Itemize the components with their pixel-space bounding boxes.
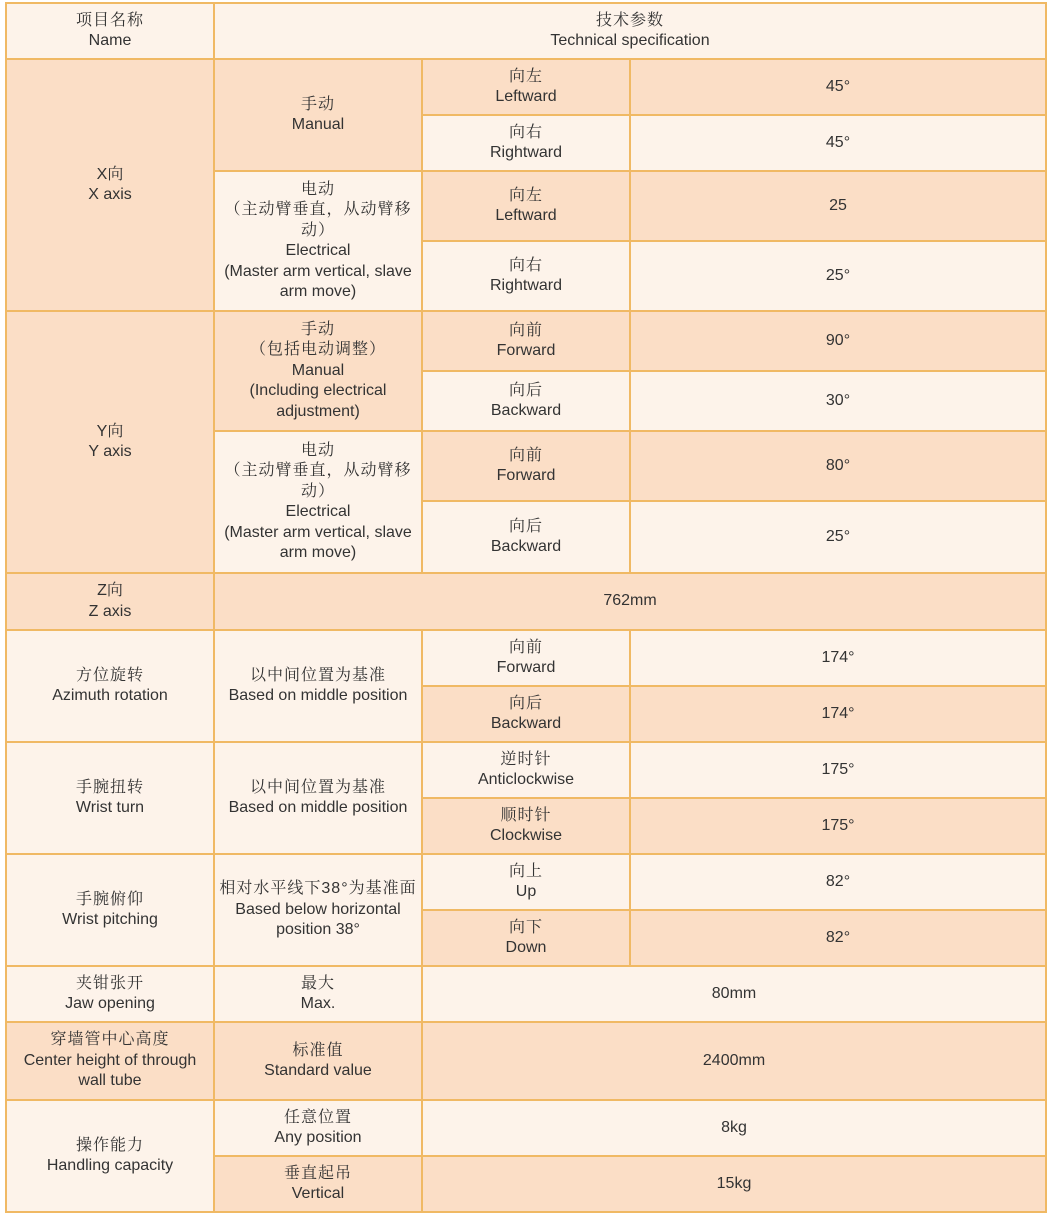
y-electrical-zh: 电动	[300, 441, 335, 459]
direction-zh: 向后	[508, 694, 543, 712]
handling-vertical-cell	[214, 1156, 422, 1212]
z-axis-value: 762mm	[214, 573, 1046, 630]
direction-en: Leftward	[495, 207, 557, 224]
x-electrical-left-cell	[422, 171, 630, 241]
direction-zh: 向右	[508, 123, 543, 141]
handling-vertical-zh: 垂直起吊	[283, 1164, 352, 1182]
direction-zh: 向左	[508, 186, 543, 204]
wrist-pitching-down-value: 82°	[630, 910, 1046, 966]
y-axis-name-cell	[6, 311, 214, 573]
x-manual-en: Manual	[291, 116, 345, 133]
wrist-pitching-name-cell	[6, 854, 214, 966]
wrist-turn-basis-cell	[214, 742, 422, 854]
x-manual-left-value: 45°	[630, 59, 1046, 115]
y-manual-forward-cell	[422, 311, 630, 371]
wrist-turn-en: Wrist turn	[75, 799, 145, 816]
wrist-pitching-basis-zh: 相对水平线下38°为基准面	[219, 880, 417, 898]
direction-en: Forward	[496, 659, 556, 676]
spec-table	[5, 2, 1047, 1213]
direction-en: Rightward	[489, 277, 563, 294]
jaw-opening-value: 80mm	[422, 966, 1046, 1022]
wrist-turn-clockwise-cell	[422, 798, 630, 854]
y-electrical-backward-value: 25°	[630, 501, 1046, 573]
header-spec-cell	[214, 3, 1046, 59]
handling-vertical-value: 15kg	[422, 1156, 1046, 1212]
x-electrical-cell	[214, 171, 422, 311]
table-row	[6, 311, 1046, 371]
direction-en: Up	[515, 883, 537, 900]
wrist-pitching-basis-cell	[214, 854, 422, 966]
y-manual-backward-cell	[422, 371, 630, 431]
direction-en: Forward	[496, 467, 556, 484]
y-manual-forward-value: 90°	[630, 311, 1046, 371]
header-name-cell	[6, 3, 214, 59]
z-axis-zh: Z向	[97, 582, 123, 599]
x-electrical-en: Electrical	[285, 242, 351, 259]
azimuth-basis-en: Based on middle position	[228, 687, 408, 704]
table-row	[6, 59, 1046, 115]
x-manual-right-cell	[422, 115, 630, 171]
header-spec-en: Technical specification	[550, 32, 710, 49]
x-electrical-zh-note: （主动臂垂直，从动臂移动）	[224, 201, 412, 239]
y-manual-backward-value: 30°	[630, 371, 1046, 431]
y-axis-en: Y axis	[88, 443, 132, 460]
jaw-opening-zh: 夹钳张开	[75, 974, 144, 992]
table-row	[6, 1100, 1046, 1156]
direction-zh: 向前	[508, 446, 543, 464]
center-height-zh: 穿墙管中心高度	[50, 1031, 170, 1049]
direction-zh: 顺时针	[500, 806, 552, 824]
header-spec-zh: 技术参数	[596, 11, 665, 29]
direction-en: Forward	[496, 342, 556, 359]
x-electrical-right-cell	[422, 241, 630, 311]
center-height-sub-zh: 标准值	[292, 1041, 344, 1059]
direction-en: Rightward	[489, 144, 563, 161]
y-electrical-backward-cell	[422, 501, 630, 573]
x-manual-cell	[214, 59, 422, 171]
handling-any-cell	[214, 1100, 422, 1156]
y-electrical-cell	[214, 431, 422, 573]
direction-zh: 向前	[508, 321, 543, 339]
jaw-opening-en: Jaw opening	[65, 995, 155, 1012]
y-manual-zh-note: （包括电动调整）	[249, 341, 386, 359]
direction-en: Backward	[490, 538, 562, 555]
header-row	[6, 3, 1046, 59]
y-axis-zh: Y向	[96, 422, 124, 440]
x-electrical-en-note: (Master arm vertical, slave arm move)	[224, 262, 412, 300]
handling-vertical-en: Vertical	[291, 1185, 345, 1202]
y-electrical-en-note: (Master arm vertical, slave arm move)	[224, 523, 412, 561]
x-axis-en: X axis	[88, 186, 132, 203]
y-electrical-en: Electrical	[285, 503, 351, 520]
x-electrical-zh: 电动	[300, 180, 335, 198]
y-manual-cell	[214, 311, 422, 431]
direction-zh: 向前	[508, 638, 543, 656]
azimuth-basis-zh: 以中间位置为基准	[249, 666, 386, 684]
jaw-opening-sub-en: Max.	[300, 995, 336, 1012]
y-manual-en: Manual	[291, 361, 345, 379]
handling-name-cell	[6, 1100, 214, 1212]
x-axis-zh: X向	[96, 165, 124, 183]
direction-en: Down	[505, 939, 547, 956]
handling-any-value: 8kg	[422, 1100, 1046, 1156]
jaw-opening-sub-cell	[214, 966, 422, 1022]
direction-zh: 向下	[508, 918, 543, 936]
direction-zh: 向右	[508, 256, 543, 274]
center-height-sub-cell	[214, 1022, 422, 1100]
table-row	[6, 1022, 1046, 1100]
y-manual-zh: 手动	[300, 320, 335, 338]
table-row	[6, 742, 1046, 798]
handling-zh: 操作能力	[75, 1136, 144, 1154]
center-height-en: Center height of through wall tube	[23, 1051, 197, 1090]
azimuth-zh: 方位旋转	[75, 666, 144, 684]
wrist-turn-clockwise-value: 175°	[630, 798, 1046, 854]
x-electrical-right-value: 25°	[630, 241, 1046, 311]
direction-en: Leftward	[495, 88, 557, 105]
table-row	[6, 630, 1046, 686]
azimuth-en: Azimuth rotation	[52, 687, 168, 704]
azimuth-name-cell	[6, 630, 214, 742]
azimuth-forward-cell	[422, 630, 630, 686]
y-manual-en-note: (Including electrical adjustment)	[249, 382, 387, 420]
wrist-turn-anticlockwise-value: 175°	[630, 742, 1046, 798]
wrist-pitching-up-value: 82°	[630, 854, 1046, 910]
z-axis-name-cell	[6, 573, 214, 630]
wrist-turn-zh: 手腕扭转	[75, 778, 144, 796]
direction-zh: 向左	[508, 67, 543, 85]
direction-zh: 向后	[508, 381, 543, 399]
azimuth-forward-value: 174°	[630, 630, 1046, 686]
direction-en: Backward	[490, 715, 562, 732]
header-name-en: Name	[88, 32, 132, 49]
azimuth-backward-cell	[422, 686, 630, 742]
wrist-pitching-basis-en: Based below horizontal position 38°	[235, 900, 401, 939]
x-manual-right-value: 45°	[630, 115, 1046, 171]
table-row	[6, 854, 1046, 910]
wrist-pitching-zh: 手腕俯仰	[75, 890, 144, 908]
wrist-turn-basis-en: Based on middle position	[228, 799, 408, 816]
x-electrical-left-value: 25	[630, 171, 1046, 241]
wrist-turn-name-cell	[6, 742, 214, 854]
y-electrical-forward-cell	[422, 431, 630, 501]
jaw-opening-sub-zh: 最大	[300, 974, 335, 992]
direction-zh: 向上	[508, 862, 543, 880]
wrist-pitching-en: Wrist pitching	[62, 911, 158, 928]
y-electrical-forward-value: 80°	[630, 431, 1046, 501]
direction-en: Clockwise	[489, 827, 562, 844]
table-row	[6, 573, 1046, 630]
direction-zh: 向后	[508, 517, 543, 535]
header-name-zh: 项目名称	[75, 11, 144, 29]
center-height-name-cell	[6, 1022, 214, 1100]
table-row	[6, 966, 1046, 1022]
direction-en: Anticlockwise	[477, 771, 575, 788]
x-manual-left-cell	[422, 59, 630, 115]
center-height-value: 2400mm	[422, 1022, 1046, 1100]
azimuth-basis-cell	[214, 630, 422, 742]
wrist-pitching-down-cell	[422, 910, 630, 966]
handling-any-en: Any position	[274, 1129, 362, 1146]
wrist-turn-basis-zh: 以中间位置为基准	[249, 778, 386, 796]
handling-en: Handling capacity	[46, 1157, 174, 1174]
direction-en: Backward	[490, 402, 562, 419]
x-manual-zh: 手动	[300, 95, 335, 113]
z-axis-en: Z axis	[88, 602, 132, 620]
handling-any-zh: 任意位置	[283, 1108, 352, 1126]
jaw-opening-name-cell	[6, 966, 214, 1022]
x-axis-name-cell	[6, 59, 214, 311]
azimuth-backward-value: 174°	[630, 686, 1046, 742]
y-electrical-zh-note: （主动臂垂直，从动臂移动）	[224, 462, 412, 500]
wrist-pitching-up-cell	[422, 854, 630, 910]
wrist-turn-anticlockwise-cell	[422, 742, 630, 798]
center-height-sub-en: Standard value	[264, 1062, 372, 1079]
direction-zh: 逆时针	[500, 750, 552, 768]
